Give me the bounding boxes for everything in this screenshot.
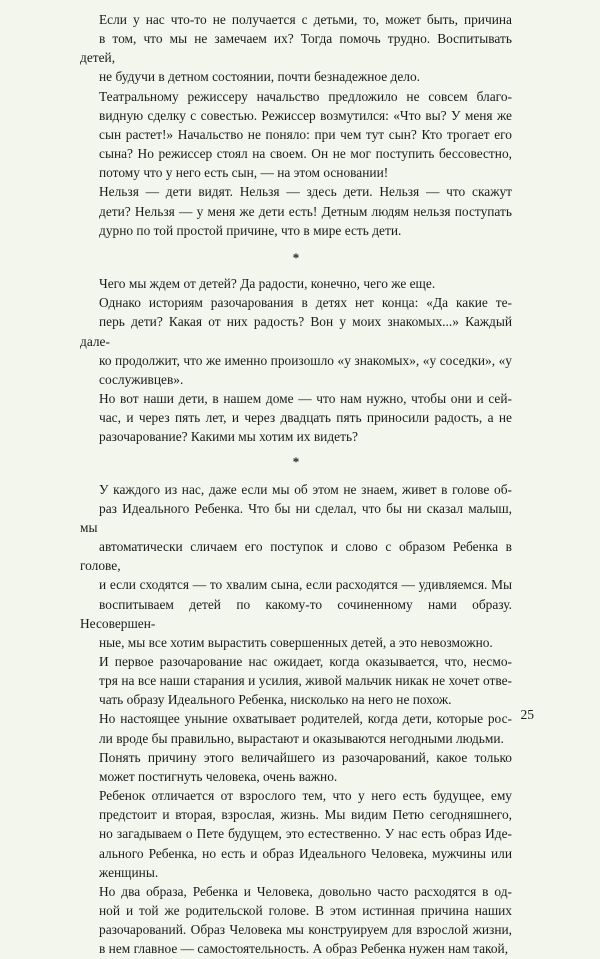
paragraph-real-despondency [80, 709, 512, 747]
paragraph-ideal-child [80, 480, 512, 652]
text-line: ной и той же родительской голове. В этом истинная причина наших [99, 903, 512, 919]
text-line: потому что у него есть сын, — на этом основании! [99, 165, 389, 181]
text-line: видную сделку с совестью. Режиссер возмутился: «Что вы? У меня же [99, 107, 512, 123]
text-line: Ребенок отличается от взрослого тем, что у него есть будущее, ему [99, 788, 512, 804]
text-line: Театральному режиссеру начальство предложило не совсем благо- [99, 88, 512, 104]
text-line: тря на все наши старания и усилия, живой мальчик никак не хочет отве- [99, 673, 512, 689]
paragraph-first-disappointment [80, 652, 512, 709]
text-line: и если сходятся — то хвалим сына, если расходятся — удивляемся. Мы [99, 577, 512, 593]
text-line: Но настоящее уныние охватывает родителей, когда дети, которые рос- [99, 711, 512, 727]
text-line: Однако историям разочарования в детях нет конца: «Да какие те- [99, 295, 512, 311]
text-block-3 [80, 480, 512, 959]
text-line: чать образу Идеального Ребенка, нисколько на него не похож. [99, 692, 452, 708]
text-line: Понять причину этого величайшего из разочарований, какое только [99, 749, 512, 765]
text-line: Но вот наши дети, в нашем доме — что нам нужно, чтобы они и сей- [99, 390, 512, 406]
section-separator: * [292, 249, 300, 265]
text-line: дети? Нельзя — у меня же дети есть! Детным людям нельзя поступать [99, 203, 512, 219]
text-line: Если у нас что-то не получается с детьми, то, может быть, причина [99, 12, 512, 27]
paragraph-children-see [80, 182, 512, 239]
text-line: может постигнуть человека, очень важно. [99, 768, 338, 784]
text-line: сына? Но режиссер стоял на своем. Он не мог поступить бессовестно, [99, 146, 512, 162]
paragraph-what-we-expect [80, 274, 512, 293]
page-number: 25 [520, 707, 534, 722]
paragraph-child-differs [80, 786, 512, 882]
text-line: предстоит и вторая, взрослая, жизнь. Мы видим Петю сегодняшнего, [99, 807, 512, 823]
text-column [80, 10, 512, 959]
text-line: сын растет!» Начальство не поняло: при чем тут сын? Кто трогает его [99, 126, 512, 142]
text-line: в том, что мы не замечаем их? Тогда помочь трудно. Воспитывать детей, [80, 31, 512, 66]
paragraph-our-children [80, 389, 512, 446]
text-line: Нельзя — дети видят. Нельзя — здесь дети. Нельзя — что скажут [99, 184, 512, 200]
text-line: Чего мы ждем от детей? Да радости, конечно, чего же еще. [99, 276, 436, 292]
text-line: раз Идеального Ребенка. Что бы ни сделал, что бы ни сказал малыш, мы [80, 500, 512, 535]
text-line: И первое разочарование нас ожидает, когда оказывается, что, несмо- [99, 654, 512, 669]
text-line: Но два образа, Ребенка и Человека, довольно часто расходятся в од- [99, 883, 512, 899]
text-block-1 [80, 10, 512, 240]
text-line: У каждого из нас, даже если мы об этом не знаем, живет в голове об- [99, 481, 512, 497]
text-line: в нем главное — самостоятельность. А образ Ребенка нужен нам такой, [99, 941, 509, 957]
text-line: воспитываем детей по какому-то сочиненному нами образу. Несовершен- [80, 596, 512, 631]
paragraph-disappointment-stories [80, 293, 512, 389]
paragraph-children-problem [80, 10, 512, 87]
paragraph-theatre-director [80, 87, 512, 183]
text-line: не будучи в детном состоянии, почти безнадежное дело. [99, 69, 421, 85]
text-line: разочарование? Какими мы хотим их видеть? [99, 429, 358, 445]
text-line: дурно по той простой причине, что в мире есть дети. [99, 222, 402, 238]
text-line: ные, мы все хотим вырастить совершенных детей, а это невозможно. [99, 634, 493, 650]
text-line: перь дети? Какая от них радость? Вон у моих знакомых...» Каждый дале- [80, 314, 512, 349]
paragraph-two-images [80, 882, 512, 959]
text-line: но загадываем о Пете будущем, это естественно. У нас есть образ Иде- [99, 826, 512, 842]
text-block-2 [80, 274, 512, 446]
text-line: автоматически сличаем его поступок и слово с образом Ребенка в голове, [80, 539, 512, 574]
text-line: ко продолжит, что же именно произошло «у знакомых», «у соседки», «у [99, 352, 512, 368]
text-line: ли вроде бы правильно, вырастают и оказываются негодными людьми. [99, 730, 504, 746]
text-line: женщины. [99, 864, 159, 880]
text-line: ального Ребенка, но есть и образ Идеального Человека, мужчины или [99, 845, 512, 861]
paragraph-understand-reason [80, 748, 512, 786]
text-line: сослуживцев». [99, 371, 184, 387]
text-line: час, и через пять лет, и через двадцать пять приносили радость, а не [99, 410, 512, 426]
text-line: разочарований. Образ Человека мы конструируем для взрослой жизни, [99, 922, 512, 938]
section-separator: * [292, 454, 300, 470]
